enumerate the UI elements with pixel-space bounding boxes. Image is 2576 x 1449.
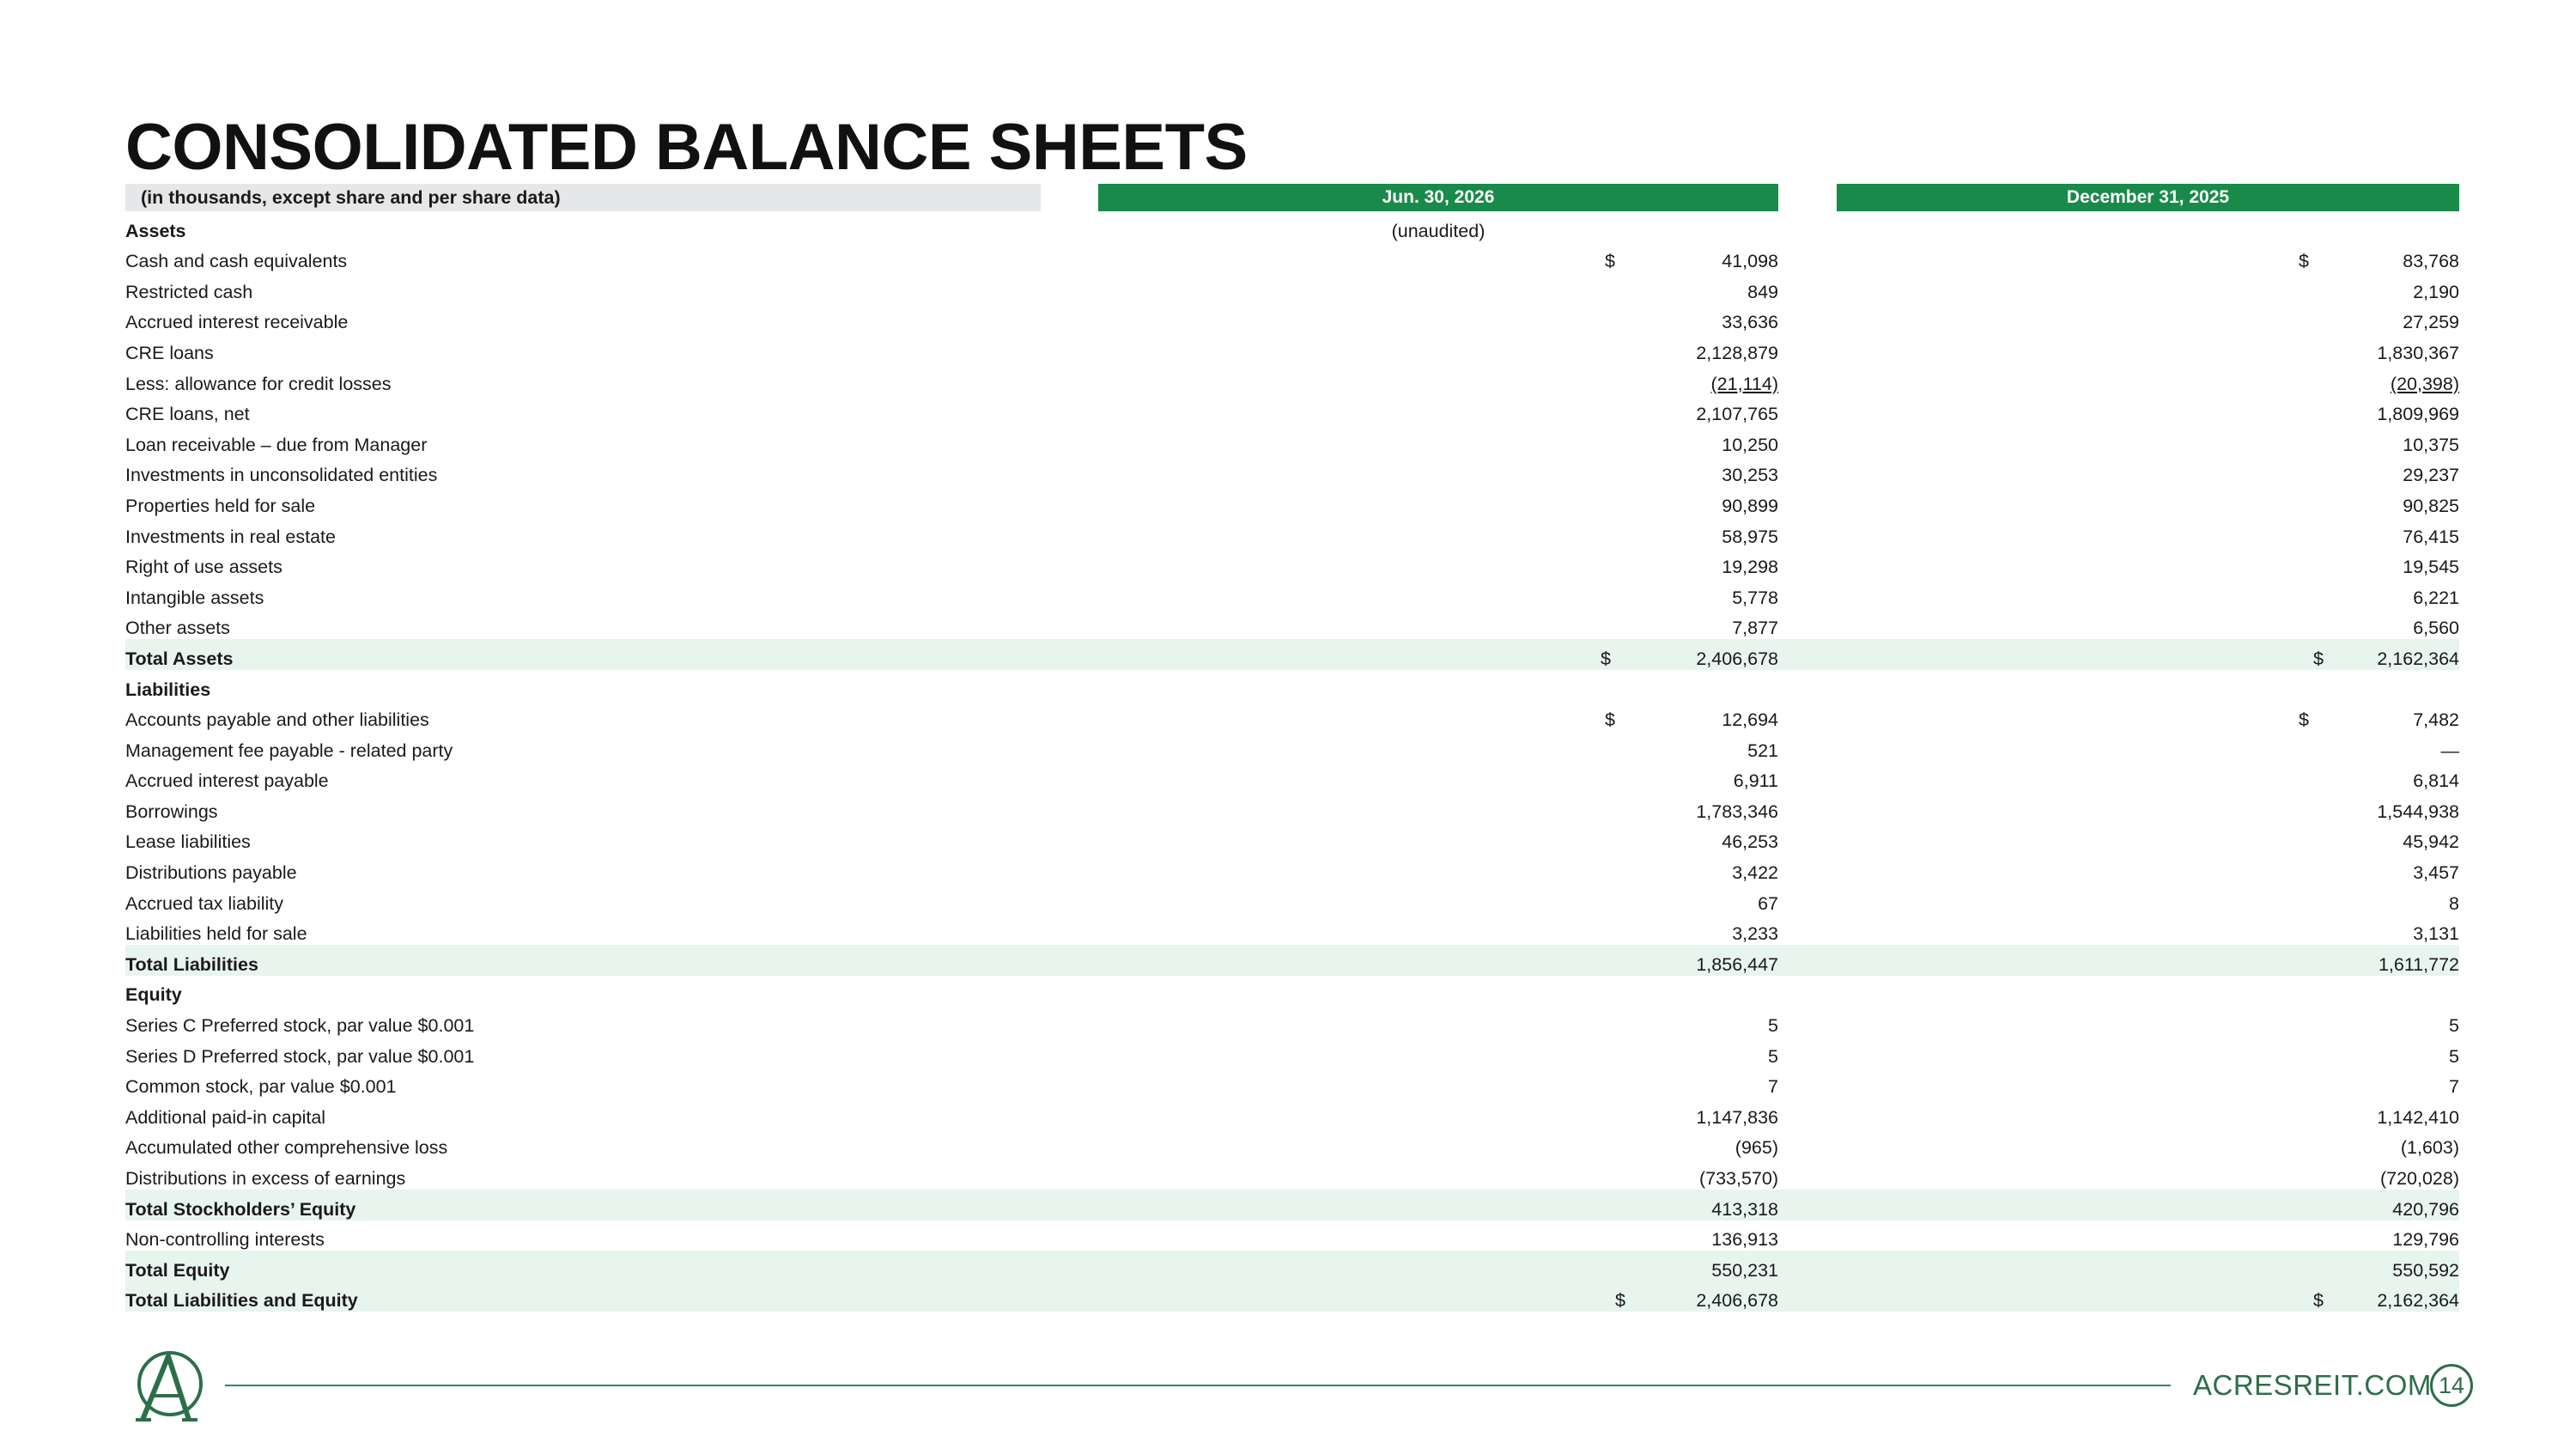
cell-current: [1098, 272, 1778, 303]
table-row: [125, 609, 2459, 640]
row-label: Accrued interest receivable: [125, 312, 349, 333]
table-row: [125, 1221, 2459, 1251]
cell-current: [1098, 333, 1778, 364]
cell-prior: [1837, 303, 2459, 334]
cell-prior: [1837, 395, 2459, 426]
cell-current: [1098, 701, 1778, 732]
table-row: [125, 884, 2459, 915]
cell-value: 6,911: [1733, 770, 1778, 792]
cell-current: [1098, 1098, 1778, 1129]
cell-prior: [1837, 853, 2459, 884]
cell-prior: [1837, 425, 2459, 456]
cell-prior: [1837, 1221, 2459, 1251]
cell-value: (20,398): [2390, 373, 2459, 394]
table-row: [125, 364, 2459, 395]
cell-value: 67: [1758, 892, 1778, 914]
acres-logo-icon: [125, 1346, 211, 1423]
total-row: [125, 1282, 2459, 1312]
cell-current: [1098, 548, 1778, 579]
row-label: Assets: [125, 220, 186, 241]
row-label: Restricted cash: [125, 281, 253, 302]
cell-current: [1098, 242, 1778, 273]
row-label: Less: allowance for credit losses: [125, 373, 392, 394]
total-row: [125, 1190, 2459, 1221]
cell-current: [1098, 762, 1778, 793]
row-label: Total Liabilities and Equity: [125, 1282, 1041, 1312]
cell-value: 1,544,938: [2377, 801, 2459, 822]
table-row: [125, 548, 2459, 579]
cell-value: 30,253: [1722, 465, 1778, 486]
cell-value: 521: [1747, 740, 1778, 761]
total-row: [125, 639, 2459, 670]
table-row: [125, 1129, 2459, 1160]
cell-value: 19,298: [1722, 557, 1778, 578]
cell-value: 1,147,836: [1696, 1106, 1778, 1128]
cell-value: 1,611,772: [2378, 953, 2459, 975]
cell-value: 5: [2449, 1015, 2459, 1037]
unaudited-note: (unaudited): [1391, 220, 1485, 241]
cell-value: 136,913: [1711, 1229, 1778, 1251]
cell-prior: [1837, 1006, 2459, 1037]
dollar-sign: $: [1605, 251, 1615, 272]
cell-value: 29,237: [2403, 465, 2459, 486]
table-row: [125, 242, 2459, 273]
cell-prior: [1837, 1190, 2459, 1221]
dollar-sign: $: [1601, 648, 1611, 669]
row-label: Accrued tax liability: [125, 892, 284, 914]
row-label: Accumulated other comprehensive loss: [125, 1137, 448, 1159]
cell-prior: [1837, 639, 2459, 670]
section-header-row: [125, 670, 2459, 701]
cell-value: 1,783,346: [1696, 801, 1778, 822]
cell-value: 33,636: [1722, 312, 1778, 333]
balance-sheet-table: [125, 184, 2459, 1312]
table-header-row: [125, 184, 2459, 211]
cell-current: [1098, 609, 1778, 640]
cell-value: 3,457: [2413, 862, 2459, 884]
cell-value: 10,250: [1722, 434, 1778, 455]
cell-value: 12,694: [1722, 709, 1778, 731]
footer-website: ACRESREIT.COM: [2193, 1369, 2432, 1401]
cell-prior: [1837, 1037, 2459, 1068]
cell-current: [1098, 1159, 1778, 1190]
cell-value: 6,560: [2413, 618, 2459, 639]
page-title: CONSOLIDATED BALANCE SHEETS: [125, 111, 1248, 184]
row-label: Additional paid-in capital: [125, 1106, 326, 1128]
cell-value: 58,975: [1722, 526, 1778, 547]
row-label: Cash and cash equivalents: [125, 251, 348, 272]
cell-prior: [1837, 1068, 2459, 1099]
cell-current: [1098, 364, 1778, 395]
row-label: Intangible assets: [125, 587, 264, 608]
cell-value: 90,899: [1722, 495, 1778, 516]
cell-value: 27,259: [2403, 312, 2459, 333]
row-label: Lease liabilities: [125, 831, 251, 853]
table-row: [125, 1098, 2459, 1129]
row-label: Total Assets: [125, 639, 1041, 670]
cell-prior: [1837, 548, 2459, 579]
cell-value: 5: [1768, 1045, 1778, 1067]
table-row: [125, 1068, 2459, 1099]
cell-prior: [1837, 915, 2459, 946]
row-label: Equity: [125, 984, 182, 1006]
cell-prior: [1837, 272, 2459, 303]
table-row: [125, 701, 2459, 732]
dollar-sign: $: [1615, 1290, 1625, 1312]
table-row: [125, 823, 2459, 854]
cell-value: 3,131: [2413, 923, 2459, 945]
row-label: Series D Preferred stock, par value $0.001: [125, 1045, 475, 1067]
row-label: Common stock, par value $0.001: [125, 1076, 397, 1098]
cell-prior: [1837, 578, 2459, 609]
cell-value: (720,028): [2379, 1168, 2459, 1189]
row-label: Accounts payable and other liabilities: [125, 709, 429, 731]
row-label: Right of use assets: [125, 557, 283, 578]
cell-value: 45,942: [2403, 831, 2459, 853]
table-row: [125, 456, 2459, 487]
cell-value: 849: [1747, 281, 1778, 302]
cell-current: [1098, 731, 1778, 762]
cell-value: 3,422: [1732, 862, 1778, 884]
cell-prior: [1837, 1129, 2459, 1160]
cell-value: 6,814: [2413, 770, 2459, 792]
table-row: [125, 272, 2459, 303]
row-label: Liabilities: [125, 679, 211, 700]
row-label: Properties held for sale: [125, 495, 316, 516]
row-label: Investments in unconsolidated entities: [125, 465, 438, 486]
total-row: [125, 945, 2459, 976]
cell-current: [1098, 639, 1778, 670]
row-label: CRE loans, net: [125, 404, 250, 425]
cell-value: 2,406,678: [1696, 648, 1778, 669]
table-row: [125, 915, 2459, 946]
dollar-sign: $: [2313, 648, 2324, 669]
table-row: [125, 1159, 2459, 1190]
cell-prior: [1837, 486, 2459, 517]
cell-value: 1,809,969: [2377, 404, 2459, 425]
cell-value: 5: [1768, 1015, 1778, 1037]
cell-prior: [1837, 884, 2459, 915]
cell-prior: [1837, 731, 2459, 762]
cell-current: [1098, 578, 1778, 609]
cell-current: [1098, 1037, 1778, 1068]
cell-current: [1098, 395, 1778, 426]
cell-value: (21,114): [1710, 373, 1778, 394]
cell-current: [1098, 823, 1778, 854]
cell-prior: [1837, 701, 2459, 732]
cell-value: 41,098: [1722, 251, 1778, 272]
dollar-sign: $: [1605, 709, 1615, 731]
dollar-sign: $: [2299, 709, 2309, 731]
table-row: [125, 486, 2459, 517]
cell-value: 1,830,367: [2377, 342, 2459, 363]
cell-current: [1098, 517, 1778, 548]
cell-value: 8: [2449, 892, 2459, 914]
cell-prior: [1837, 211, 2459, 242]
column-header-current: Jun. 30, 2026: [1098, 184, 1778, 211]
cell-value: 2,162,364: [2377, 1290, 2459, 1312]
cell-prior: [1837, 242, 2459, 273]
cell-current: [1098, 1190, 1778, 1221]
cell-value: 2,406,678: [1696, 1290, 1778, 1312]
section-header-row: [125, 976, 2459, 1007]
cell-current: [1098, 915, 1778, 946]
cell-value: 7,877: [1732, 618, 1778, 639]
row-label: Non-controlling interests: [125, 1229, 325, 1251]
cell-prior: [1837, 670, 2459, 701]
column-header-prior: December 31, 2025: [1837, 184, 2459, 211]
cell-value: 2,107,765: [1696, 404, 1778, 425]
table-row: [125, 303, 2459, 334]
cell-value: 129,796: [2392, 1229, 2459, 1251]
cell-prior: [1837, 945, 2459, 976]
row-label: Total Equity: [125, 1251, 1041, 1282]
section-header-row: [125, 211, 2459, 242]
cell-prior: [1837, 823, 2459, 854]
cell-prior: [1837, 1159, 2459, 1190]
cell-value: 76,415: [2403, 526, 2459, 547]
cell-prior: [1837, 762, 2459, 793]
footer-divider: [225, 1385, 2171, 1386]
cell-value: 90,825: [2403, 495, 2459, 516]
total-row: [125, 1251, 2459, 1282]
cell-current: [1098, 1251, 1778, 1282]
cell-value: 2,128,879: [1696, 342, 1778, 363]
row-label: Other assets: [125, 618, 230, 639]
cell-current: [1098, 976, 1778, 1007]
cell-value: 10,375: [2403, 434, 2459, 455]
cell-value: 46,253: [1722, 831, 1778, 853]
row-label: Series C Preferred stock, par value $0.001: [125, 1015, 475, 1037]
cell-value: —: [2440, 740, 2459, 761]
cell-value: 7: [1768, 1076, 1778, 1098]
cell-value: 1,142,410: [2377, 1106, 2459, 1128]
cell-current: [1098, 853, 1778, 884]
cell-current: [1098, 303, 1778, 334]
cell-value: 413,318: [1711, 1198, 1778, 1220]
cell-prior: [1837, 1098, 2459, 1129]
cell-value: 7,482: [2413, 709, 2459, 731]
cell-value: 2,190: [2413, 281, 2459, 302]
cell-prior: [1837, 1251, 2459, 1282]
cell-value: (733,570): [1698, 1168, 1778, 1189]
cell-current: [1098, 1068, 1778, 1099]
cell-current: [1098, 1129, 1778, 1160]
row-label: CRE loans: [125, 342, 214, 363]
table-row: [125, 333, 2459, 364]
row-label: Distributions in excess of earnings: [125, 1168, 406, 1189]
cell-value: 420,796: [2392, 1198, 2459, 1220]
table-row: [125, 1037, 2459, 1068]
cell-current: [1098, 1221, 1778, 1251]
cell-prior: [1837, 364, 2459, 395]
cell-current: [1098, 1006, 1778, 1037]
cell-value: 5: [2449, 1045, 2459, 1067]
table-row: [125, 517, 2459, 548]
row-label: Distributions payable: [125, 862, 297, 884]
cell-prior: [1837, 609, 2459, 640]
cell-prior: [1837, 976, 2459, 1007]
dollar-sign: $: [2313, 1290, 2324, 1312]
cell-current: [1098, 945, 1778, 976]
row-label: Loan receivable – due from Manager: [125, 434, 428, 455]
cell-prior: [1837, 1282, 2459, 1312]
units-note: (in thousands, except share and per share data): [125, 184, 1041, 211]
cell-value: 83,768: [2403, 251, 2459, 272]
cell-value: (965): [1735, 1137, 1778, 1159]
table-row: [125, 731, 2459, 762]
row-label: Investments in real estate: [125, 526, 336, 547]
cell-current: [1098, 456, 1778, 487]
table-row: [125, 853, 2459, 884]
row-label: Total Liabilities: [125, 945, 1041, 976]
row-label: Liabilities held for sale: [125, 923, 307, 945]
table-row: [125, 792, 2459, 823]
cell-value: 6,221: [2413, 587, 2459, 608]
row-label: Borrowings: [125, 801, 218, 822]
cell-value: 550,592: [2392, 1259, 2459, 1281]
cell-value: (1,603): [2400, 1137, 2459, 1159]
table-row: [125, 578, 2459, 609]
cell-current: [1098, 670, 1778, 701]
table-row: [125, 1006, 2459, 1037]
cell-value: 1,856,447: [1696, 953, 1778, 975]
table-row: [125, 762, 2459, 793]
table-row: [125, 425, 2459, 456]
cell-current: [1098, 1282, 1778, 1312]
cell-value: 550,231: [1711, 1259, 1778, 1281]
cell-prior: [1837, 792, 2459, 823]
cell-prior: [1837, 333, 2459, 364]
row-label: Accrued interest payable: [125, 770, 329, 792]
cell-value: 3,233: [1732, 923, 1778, 945]
cell-value: 7: [2449, 1076, 2459, 1098]
table-row: [125, 395, 2459, 426]
dollar-sign: $: [2299, 251, 2309, 272]
row-label: Total Stockholders’ Equity: [125, 1190, 1041, 1221]
cell-value: 2,162,364: [2377, 648, 2459, 669]
cell-current: [1098, 486, 1778, 517]
row-label: Management fee payable - related party: [125, 740, 453, 761]
cell-current: [1098, 792, 1778, 823]
cell-prior: [1837, 517, 2459, 548]
cell-value: 19,545: [2403, 557, 2459, 578]
page-number: 14: [2430, 1364, 2473, 1407]
cell-value: 5,778: [1732, 587, 1778, 608]
cell-prior: [1837, 456, 2459, 487]
cell-current: [1098, 425, 1778, 456]
cell-current: [1098, 884, 1778, 915]
